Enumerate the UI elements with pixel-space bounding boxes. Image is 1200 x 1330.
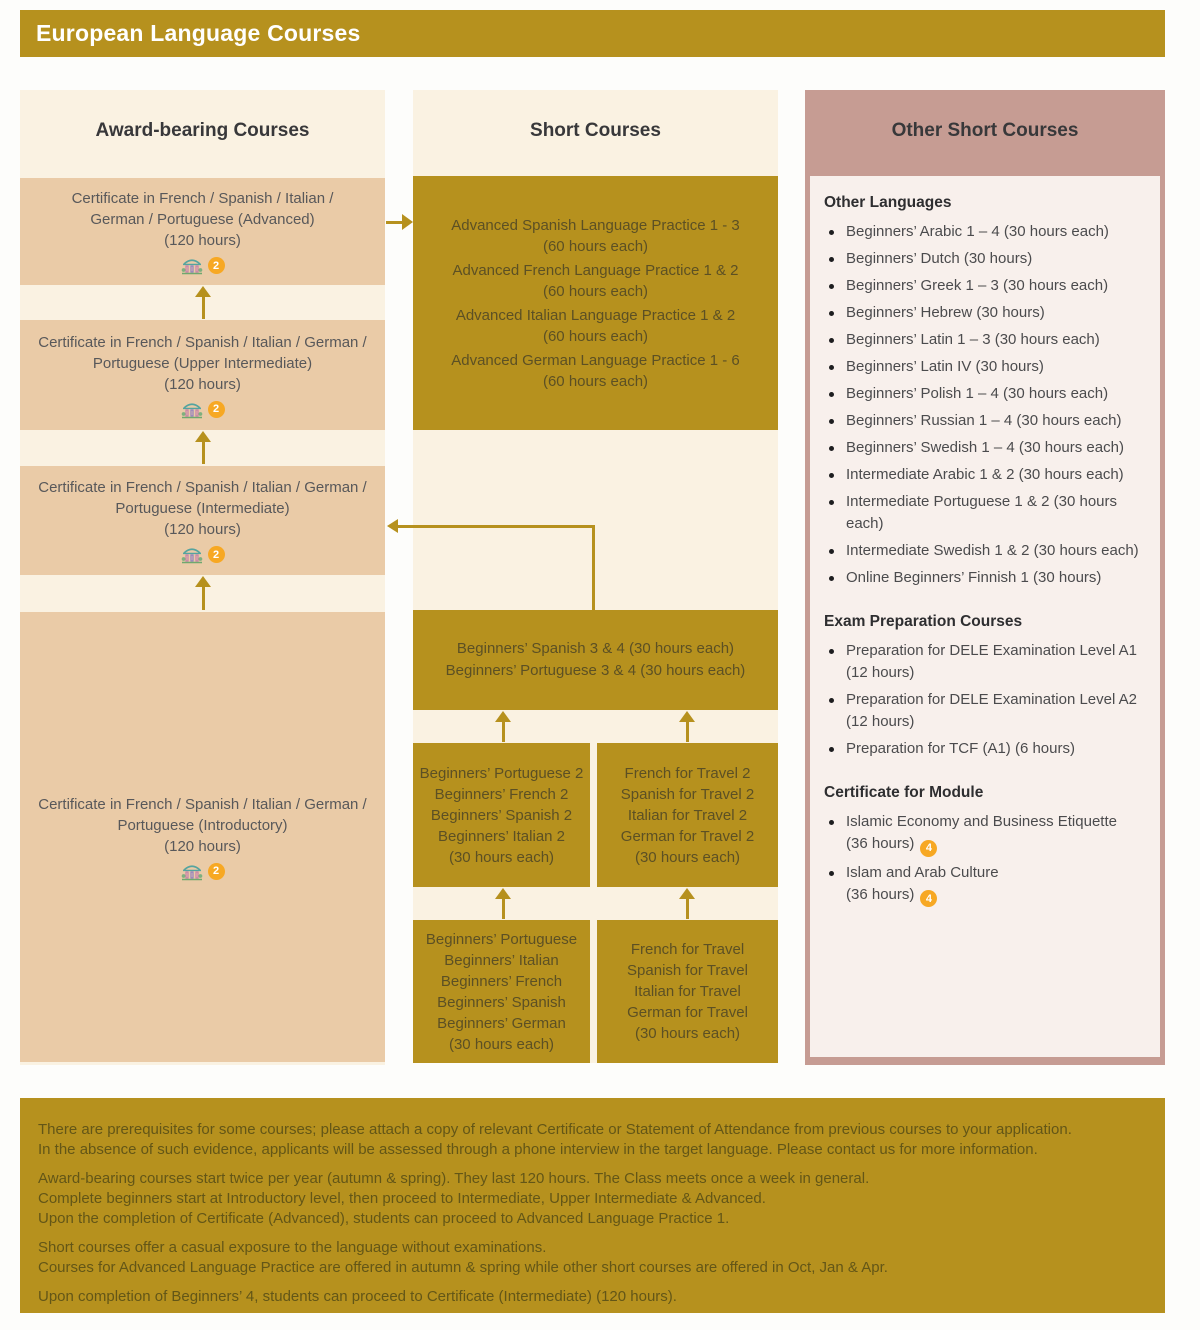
note-paragraph — [38, 1120, 1145, 1160]
course-list-item — [824, 275, 1152, 297]
course-hours-line — [846, 884, 1152, 908]
certificate-line: (120 hours) — [164, 521, 241, 538]
course-line: Beginners’ Italian — [444, 951, 559, 969]
course-list-item — [824, 640, 1152, 684]
course-list — [824, 221, 1152, 589]
certificate-line: Certificate in French / Spanish / Italian / German / — [38, 333, 367, 351]
course-text: Preparation for TCF (A1) (6 hours) — [846, 740, 1075, 757]
course-text: Beginners’ Latin IV (30 hours) — [846, 358, 1044, 375]
certificate-box-upper-intermediate — [20, 320, 385, 430]
course-line: Beginners’ Italian 2 — [437, 827, 566, 845]
course-list-item — [824, 383, 1152, 405]
course-hours-line — [846, 711, 1152, 733]
course-line: Beginners’ Spanish — [437, 993, 566, 1011]
award-column — [20, 90, 385, 1065]
institution-icon — [181, 862, 203, 881]
certificate-box-intermediate — [20, 466, 385, 575]
icon-row — [181, 862, 225, 881]
bullet-icon — [829, 338, 834, 343]
other-courses-panel — [810, 176, 1160, 1057]
institution-icon — [181, 400, 203, 419]
box-text — [426, 929, 577, 1055]
course-line: (30 hours each) — [448, 1035, 555, 1053]
icon-row — [181, 545, 225, 564]
course-name: Advanced Italian Language Practice 1 & 2 — [455, 306, 736, 324]
section-heading: Certificate for Module — [824, 784, 984, 801]
certificate-box-advanced — [20, 178, 385, 285]
box-text — [627, 939, 748, 1044]
course-line: (30 hours each) — [634, 1025, 741, 1042]
course-line: Beginners’ French — [440, 972, 563, 990]
course-hours-line — [846, 662, 1152, 684]
up-arrow — [495, 711, 511, 742]
bullet-icon — [829, 473, 834, 478]
course-line: (30 hours each) — [634, 848, 741, 866]
box-text — [621, 763, 754, 868]
course-name: Advanced French Language Practice 1 & 2 — [452, 261, 739, 279]
course-line: French for Travel — [630, 941, 745, 958]
up-arrow — [195, 286, 211, 319]
certificate-line: Portuguese (Introductory) — [117, 816, 288, 834]
section-exam-preparation — [824, 613, 1152, 760]
course-hours: (60 hours each) — [542, 372, 649, 390]
certificate-line: Certificate in French / Spanish / Italian / German / — [38, 795, 367, 813]
advanced-practice-box — [413, 176, 778, 430]
certificate-text — [38, 477, 366, 540]
note-line: Courses for Advanced Language Practice are offered in autumn & spring while other short courses are offered in Oct, Jan & Apr. — [38, 1259, 888, 1276]
bullet-icon — [829, 284, 834, 289]
advanced-to-practice-arrow — [386, 214, 413, 230]
course-list-item — [824, 248, 1152, 270]
level-badge: 2 — [208, 546, 225, 563]
note-paragraph — [38, 1169, 1145, 1229]
module-count-badge: 4 — [920, 840, 937, 857]
note-line: Short courses offer a casual exposure to the language without examinations. — [38, 1239, 547, 1256]
short-courses-title: Short Courses — [530, 120, 661, 141]
bullet-icon — [829, 419, 834, 424]
course-list-item — [824, 302, 1152, 324]
course-line: Spanish for Travel — [627, 962, 748, 979]
section-certificate-for-module — [824, 784, 1152, 907]
bullet-icon — [829, 500, 834, 505]
bullet-icon — [829, 747, 834, 752]
course-line: Beginners’ Portuguese — [425, 930, 578, 948]
level-badge: 2 — [208, 401, 225, 418]
bullet-icon — [829, 698, 834, 703]
course-name: Advanced German Language Practice 1 - 6 — [451, 351, 740, 369]
course-text: Beginners’ Dutch (30 hours) — [846, 250, 1033, 267]
course-text: Intermediate Portuguese 1 & 2 (30 hours each) — [846, 493, 1117, 532]
institution-icon — [181, 545, 203, 564]
icon-row — [181, 400, 225, 419]
section-heading: Exam Preparation Courses — [824, 613, 1023, 630]
module-count-badge: 4 — [920, 890, 937, 907]
course-line: (30 hours each) — [448, 848, 555, 866]
course-list-item — [824, 464, 1152, 486]
course-hours: (60 hours each) — [542, 282, 649, 300]
course-list-item — [824, 689, 1152, 733]
certificate-line: Portuguese (Intermediate) — [115, 500, 290, 517]
course-line: Beginners’ Spanish 3 & 4 (30 hours each) — [456, 640, 735, 657]
other-courses-column — [805, 90, 1165, 1065]
travel-level2-box — [597, 743, 778, 887]
course-name: Advanced Spanish Language Practice 1 - 3 — [451, 216, 740, 234]
bullet-icon — [829, 365, 834, 370]
other-courses-title: Other Short Courses — [891, 120, 1079, 141]
course-hours: (36 hours) — [846, 885, 915, 903]
course-line: Beginners’ German — [437, 1014, 566, 1032]
note-line: Complete beginners start at Introductory level, then proceed to Intermediate, Upper Intermediate & Advanced. — [38, 1190, 766, 1207]
bullet-icon — [829, 392, 834, 397]
note-line: There are prerequisites for some courses; please attach a copy of relevant Certificate or Statement of Attendance from previous courses to your application. — [38, 1121, 1072, 1138]
course-line: Italian for Travel 2 — [627, 806, 748, 824]
course-line: Beginners’ Portuguese 3 & 4 (30 hours each) — [445, 662, 746, 679]
note-line: In the absence of such evidence, applicants will be assessed through a phone interview in the target language. Please contact us for more information. — [38, 1141, 1038, 1158]
note-line: Upon completion of Beginners’ 4, students can proceed to Certificate (Intermediate) (120 hours). — [38, 1288, 677, 1305]
course-text: Beginners’ Arabic 1 – 4 (30 hours each) — [846, 223, 1109, 240]
course-text: Preparation for DELE Examination Level A2 — [846, 691, 1137, 708]
course-list-item — [824, 567, 1152, 589]
course-line: Beginners’ Portuguese 2 — [419, 764, 584, 782]
certificate-line: (120 hours) — [164, 375, 241, 393]
header-bar — [20, 10, 1165, 57]
course-line: French for Travel 2 — [624, 764, 751, 782]
bullet-icon — [829, 446, 834, 451]
note-paragraph — [38, 1287, 1145, 1307]
certificate-line: (120 hours) — [164, 837, 241, 855]
course-list-item — [824, 540, 1152, 562]
course-list-item — [824, 410, 1152, 432]
up-arrow — [195, 576, 211, 610]
short-courses-column — [413, 90, 778, 1063]
up-arrow — [495, 888, 511, 919]
page-title: European Language Courses — [36, 20, 361, 46]
course-text: Online Beginners’ Finnish 1 (30 hours) — [846, 569, 1102, 586]
course-text: Beginners’ Russian 1 – 4 (30 hours each) — [846, 412, 1122, 429]
level-badge: 2 — [208, 863, 225, 880]
bullet-icon — [829, 820, 834, 825]
advanced-practice-list — [451, 212, 740, 395]
note-paragraph — [38, 1238, 1145, 1278]
bullet-icon — [829, 871, 834, 876]
course-list-item — [824, 862, 1152, 908]
box-text — [420, 763, 584, 868]
section-heading: Other Languages — [824, 194, 952, 211]
footer-notes — [20, 1098, 1165, 1313]
course-entry — [451, 215, 740, 257]
bullet-icon — [829, 549, 834, 554]
certificate-line: Certificate in French / Spanish / Italian / — [71, 190, 334, 207]
course-text: Beginners’ Hebrew (30 hours) — [846, 304, 1045, 321]
course-list-item — [824, 437, 1152, 459]
course-hours: (36 hours) — [846, 835, 915, 852]
bullet-icon — [829, 257, 834, 262]
award-column-title: Award-bearing Courses — [95, 120, 310, 141]
course-text: Beginners’ Swedish 1 – 4 (30 hours each) — [846, 439, 1124, 456]
course-line: Spanish for Travel 2 — [620, 785, 755, 803]
beginners-level1-box — [413, 920, 590, 1063]
beginners-level2-box — [413, 743, 590, 887]
course-text: Intermediate Swedish 1 & 2 (30 hours each) — [846, 542, 1139, 559]
level-badge: 2 — [208, 257, 225, 274]
bullet-icon — [829, 311, 834, 316]
certificate-text — [38, 794, 366, 857]
course-line: German for Travel 2 — [620, 827, 755, 845]
course-list-item — [824, 491, 1152, 535]
course-text: Beginners’ Greek 1 – 3 (30 hours each) — [846, 277, 1109, 294]
course-text: Intermediate Arabic 1 & 2 (30 hours each) — [846, 466, 1124, 483]
course-line: Beginners’ French 2 — [434, 785, 569, 803]
icon-row — [181, 256, 225, 275]
institution-icon — [181, 256, 203, 275]
course-entry — [451, 260, 740, 302]
certificate-line: Portuguese (Upper Intermediate) — [92, 354, 313, 372]
bullet-icon — [829, 576, 834, 581]
up-arrow — [679, 711, 695, 742]
note-line: Upon the completion of Certificate (Advanced), students can proceed to Advanced Language Practice 1. — [38, 1210, 730, 1227]
certificate-text — [38, 332, 366, 395]
course-text: Beginners’ Polish 1 – 4 (30 hours each) — [846, 385, 1109, 402]
course-list-item — [824, 356, 1152, 378]
certificate-line: (120 hours) — [164, 232, 241, 249]
beginners-3-4-box — [413, 610, 778, 710]
travel-level1-box — [597, 920, 778, 1063]
course-line: German for Travel — [627, 1004, 748, 1021]
section-other-languages — [824, 194, 1152, 589]
course-entry — [451, 350, 740, 392]
course-hours: (12 hours) — [846, 713, 915, 730]
course-text: Islamic Economy and Business Etiquette — [846, 813, 1117, 830]
box-text — [446, 638, 746, 682]
course-entry — [451, 305, 740, 347]
note-line: Award-bearing courses start twice per year (autumn & spring). They last 120 hours. The Class meets once a week in general. — [38, 1170, 870, 1187]
course-text: Preparation for DELE Examination Level A1 — [846, 642, 1137, 659]
certificate-line: German / Portuguese (Advanced) — [90, 211, 315, 228]
course-text: Beginners’ Latin 1 – 3 (30 hours each) — [846, 331, 1100, 348]
up-arrow — [195, 431, 211, 464]
certificate-box-introductory — [20, 612, 385, 1062]
course-list-item — [824, 329, 1152, 351]
up-arrow — [679, 888, 695, 919]
course-list-item — [824, 221, 1152, 243]
bullet-icon — [829, 649, 834, 654]
course-hours: (60 hours each) — [542, 237, 649, 255]
course-hours: (60 hours each) — [542, 327, 649, 345]
course-line: Beginners’ Spanish 2 — [430, 806, 573, 824]
course-text: Islam and Arab Culture — [846, 863, 999, 881]
course-list — [824, 811, 1152, 907]
course-line: Italian for Travel — [634, 983, 741, 1000]
course-hours: (12 hours) — [846, 664, 915, 681]
bullet-icon — [829, 230, 834, 235]
certificate-line: Certificate in French / Spanish / Italian / German / — [38, 479, 367, 496]
course-list-item — [824, 811, 1152, 857]
course-hours-line — [846, 833, 1152, 857]
certificate-text — [72, 188, 334, 251]
course-list — [824, 640, 1152, 760]
course-list-item — [824, 738, 1152, 760]
